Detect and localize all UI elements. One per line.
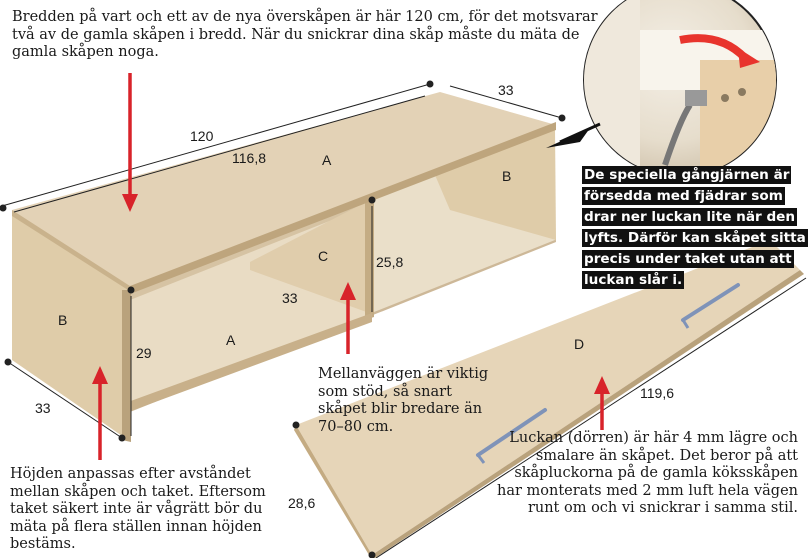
- dim-point: [369, 197, 375, 203]
- dim-label-inner-depth: 33: [282, 290, 298, 306]
- hinge-callout-text: De speciella gångjärnen är försedda med fjädrar som drar ner luckan lite när den lyfts. Därför kan skåpet sitta precis under taket utan att luckan slår i.: [584, 167, 806, 288]
- door-note: Luckan (dörren) är här 4 mm lägre och smalare än skåpet. Det beror på att skåpluckorna på de gamla köksskåpen har monterats med 2 mm luft hela vägen runt om och vi snickrar i samma stil.: [497, 430, 798, 516]
- dim-point: [559, 115, 565, 121]
- dim-point: [369, 552, 375, 558]
- part-label-top-a: A: [322, 152, 332, 168]
- part-label-divider-c: C: [318, 248, 329, 264]
- dim-label-door-width: 119,6: [640, 385, 674, 401]
- dim-label-inner-width: 116,8: [232, 150, 266, 166]
- dim-point: [427, 81, 433, 87]
- dim-label-top-depth: 33: [498, 82, 514, 98]
- dim-label-divider-height: 25,8: [376, 254, 404, 270]
- left-side-edge: [122, 290, 131, 442]
- divider-note: Mellanväggen är viktig som stöd, så snart skåpet blir bredare än 70–80 cm.: [318, 366, 489, 435]
- hinge-bracket: [685, 90, 707, 106]
- dim-label-side-depth: 33: [35, 400, 51, 416]
- part-label-bottom-a: A: [226, 332, 236, 348]
- height-note: Höjden anpassas efter avståndet mellan skåpen och taket. Eftersom taket säkert inte är vågrätt bör du mäta på flera ställen innan höjden bestäms.: [10, 466, 266, 552]
- dim-point: [293, 422, 299, 428]
- dim-label-outer-width: 120: [190, 128, 214, 144]
- dim-label-door-height: 28,6: [288, 495, 316, 511]
- dim-point: [0, 205, 6, 211]
- part-label-left-b: B: [58, 312, 68, 328]
- part-label-right-b: B: [502, 168, 512, 184]
- intro-text: Bredden på vart och ett av de nya överskåpen är här 120 cm, för det motsvarar två av de gamla skåpen i bredd. När du snickrar dina skåp måste du mäta de gamla skåpen noga.: [12, 9, 598, 60]
- dim-point: [5, 359, 11, 365]
- hinge-callout: [582, 164, 808, 290]
- dim-point: [128, 287, 134, 293]
- dim-point: [119, 435, 125, 441]
- part-label-door-d: D: [574, 336, 585, 352]
- dim-label-side-height: 29: [136, 345, 152, 361]
- divider-front-edge: [365, 195, 374, 320]
